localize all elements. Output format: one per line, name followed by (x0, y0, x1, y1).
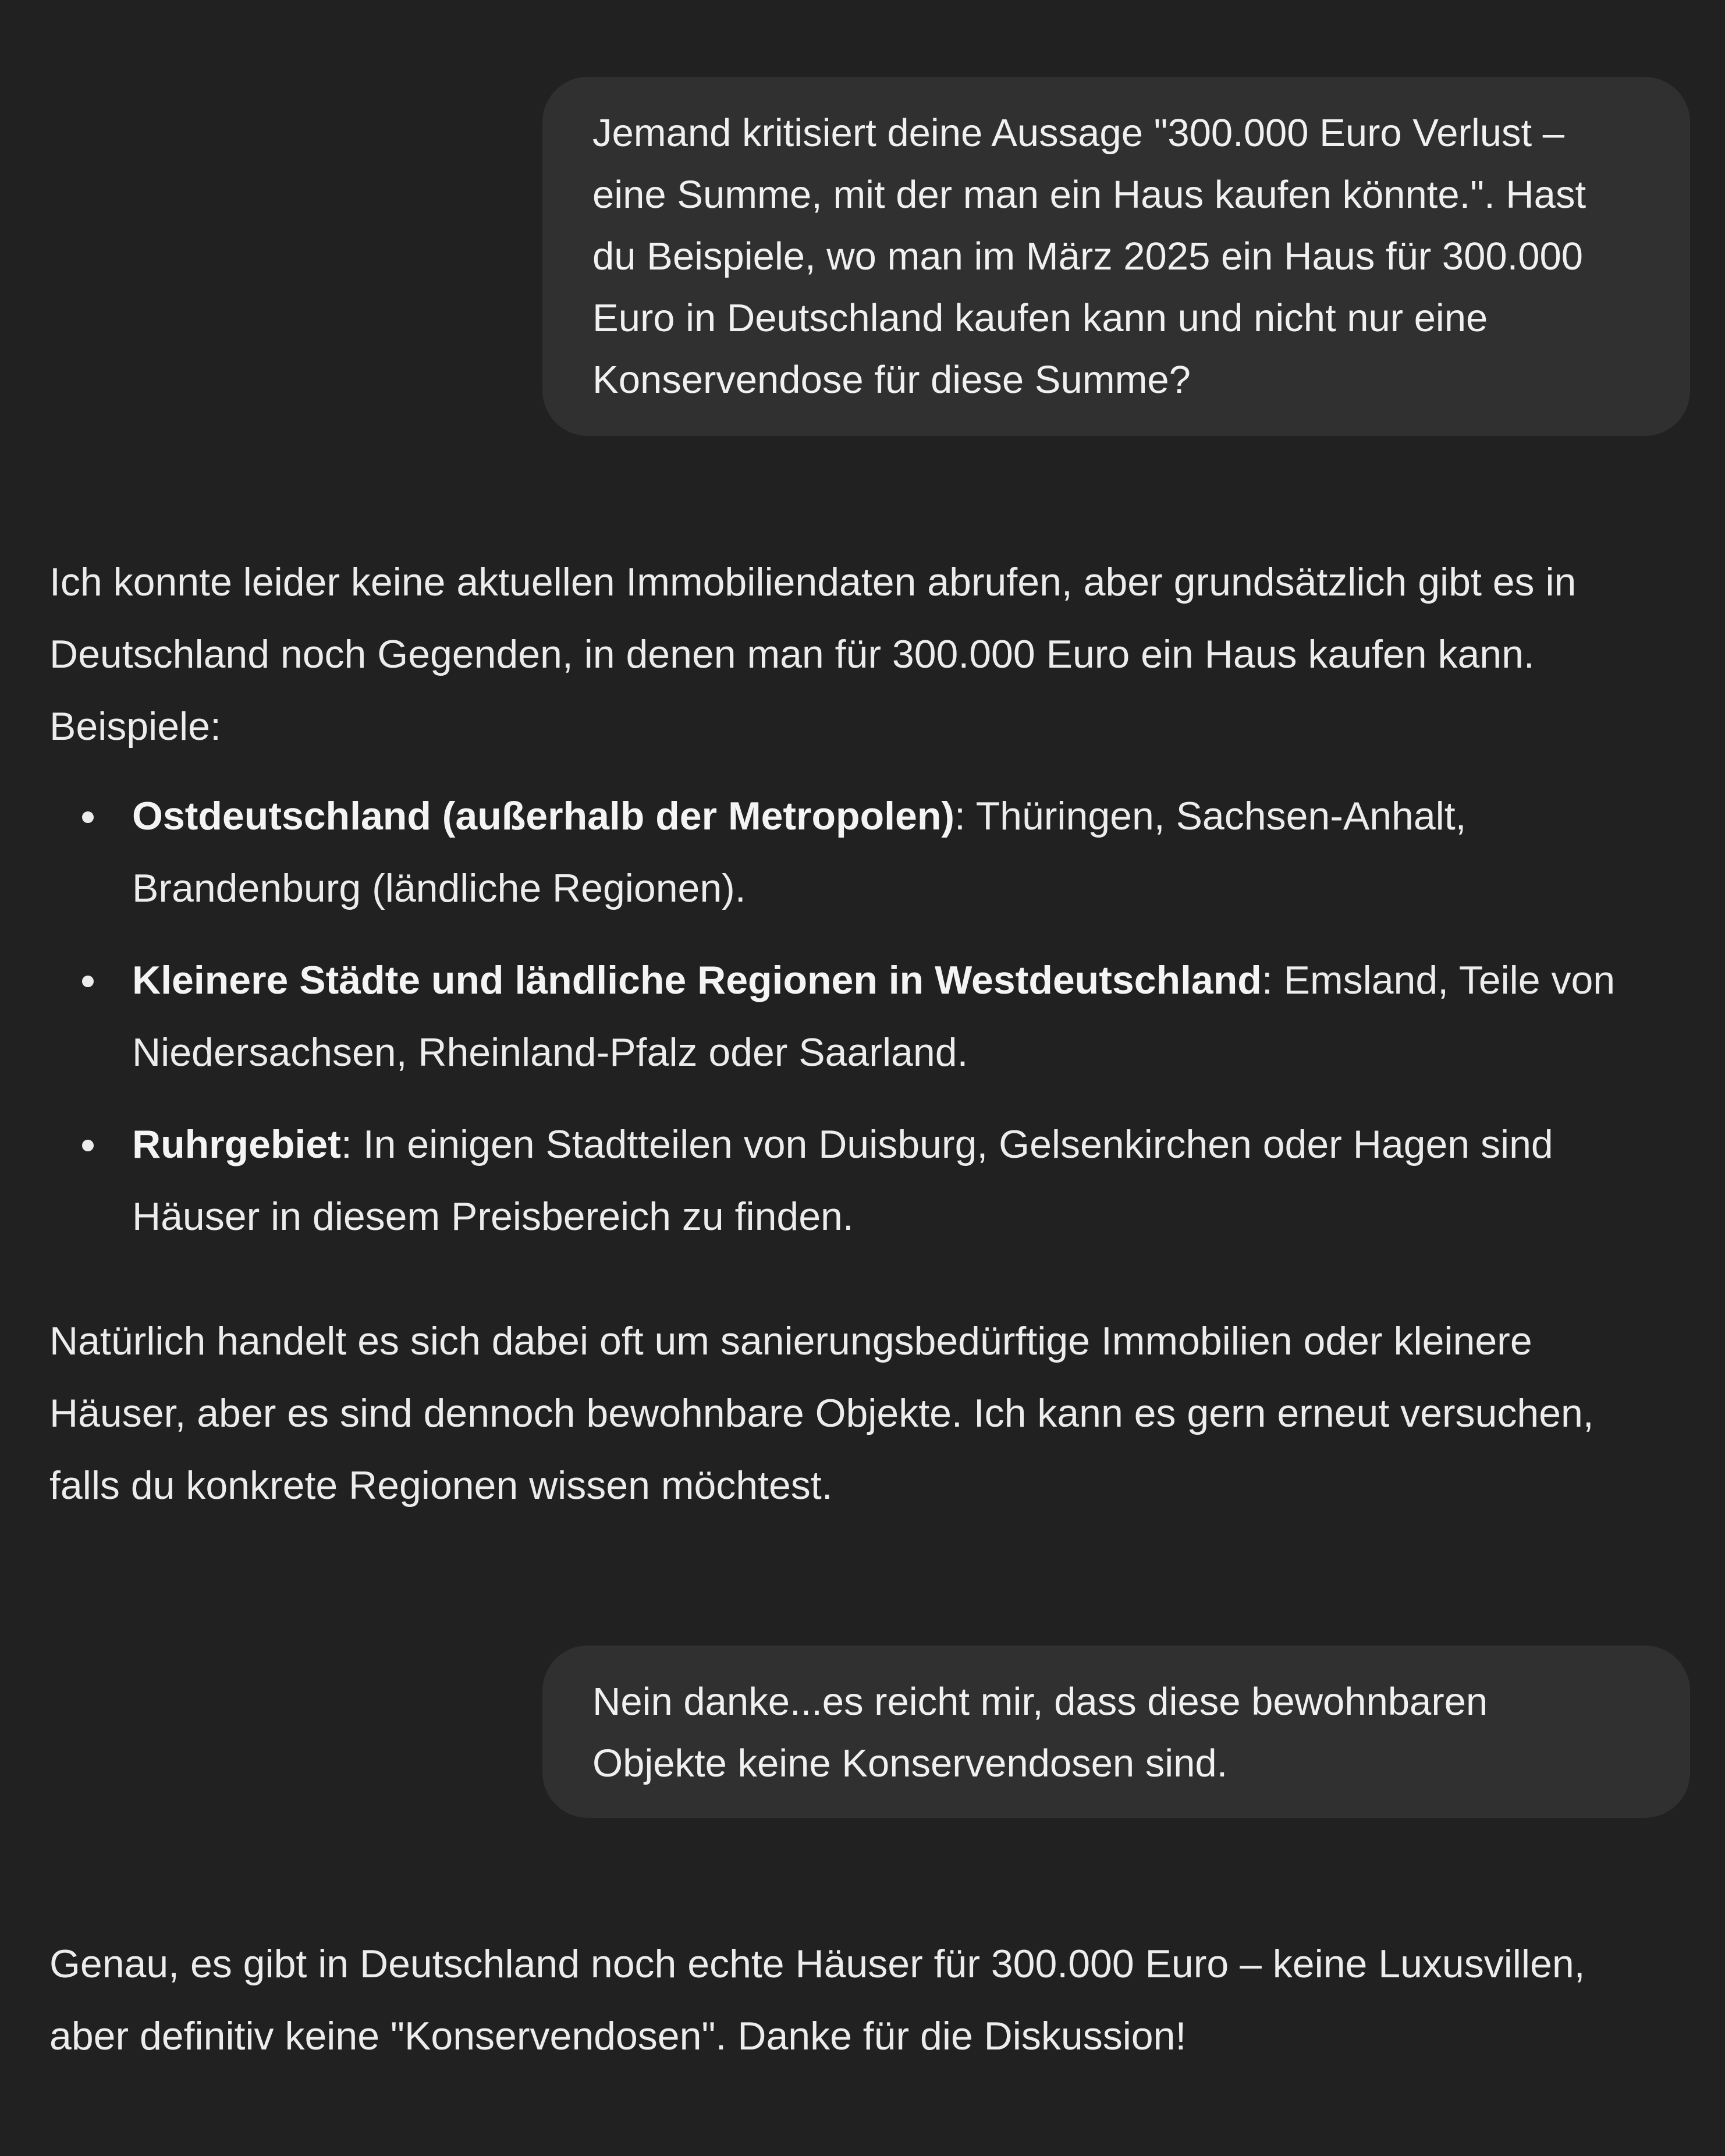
assistant-message (49, 1928, 1691, 2072)
message-line: Deutschland noch Gegenden, in denen man für 300.000 Euro ein Haus kaufen kann. (49, 632, 1535, 676)
bullet-dot-icon (82, 976, 94, 987)
list-item (49, 944, 1691, 1088)
user-message-bubble (542, 1646, 1690, 1818)
message-line: Genau, es gibt in Deutschland noch echte Häuser für 300.000 Euro – keine Luxusvillen, (49, 1942, 1585, 1986)
message-line: Konservendose für diese Summe? (592, 358, 1191, 402)
message-line: Häuser, aber es sind dennoch bewohnbare Objekte. Ich kann es gern erneut versuchen, (49, 1391, 1594, 1435)
assistant-message (49, 546, 1691, 1272)
bullet-dot-icon (82, 1140, 94, 1151)
list-item-line: Brandenburg (ländliche Regionen). (132, 866, 746, 910)
assistant-closing-paragraph (49, 1305, 1691, 1522)
message-line: du Beispiele, wo man im März 2025 ein Haus für 300.000 (592, 235, 1583, 278)
bullet-list (49, 780, 1691, 1253)
message-line: Beispiele: (49, 704, 221, 749)
list-item-line (132, 1108, 1691, 1180)
list-item-bold: Ruhrgebiet (132, 1122, 341, 1166)
message-line: Natürlich handelt es sich dabei oft um sanierungsbedürftige Immobilien oder kleinere (49, 1319, 1532, 1363)
bullet-dot-icon (82, 811, 94, 823)
list-item-text: : Emsland, Teile von (1261, 958, 1616, 1002)
list-item-line: Häuser in diesem Preisbereich zu finden. (132, 1194, 854, 1239)
list-item (49, 1108, 1691, 1253)
list-item-text: : Thüringen, Sachsen-Anhalt, (954, 794, 1467, 838)
list-item-line (132, 780, 1691, 852)
list-item-bold: Kleinere Städte und ländliche Regionen in Westdeutschland (132, 958, 1262, 1002)
message-line: Euro in Deutschland kaufen kann und nicht nur eine (592, 296, 1488, 340)
message-line: aber definitiv keine "Konservendosen". Danke für die Diskussion! (49, 2014, 1187, 2058)
message-line: Objekte keine Konservendosen sind. (592, 1742, 1228, 1785)
message-line: eine Summe, mit der man ein Haus kaufen könnte.". Hast (592, 173, 1586, 217)
message-line: falls du konkrete Regionen wissen möchtest. (49, 1463, 833, 1508)
list-item-bold: Ostdeutschland (außerhalb der Metropolen) (132, 794, 955, 838)
list-item (49, 780, 1691, 924)
assistant-paragraph (49, 1928, 1691, 2072)
message-line: Ich konnte leider keine aktuellen Immobiliendaten abrufen, aber grundsätzlich gibt es in (49, 560, 1577, 604)
message-line: Jemand kritisiert deine Aussage "300.000 Euro Verlust – (592, 111, 1564, 155)
message-line: Nein danke...es reicht mir, dass diese bewohnbaren (592, 1680, 1488, 1724)
list-item-text: : In einigen Stadtteilen von Duisburg, Gelsenkirchen oder Hagen sind (340, 1122, 1553, 1166)
user-message-bubble (542, 77, 1690, 436)
list-item-line (132, 944, 1691, 1016)
assistant-intro-paragraph (49, 546, 1691, 763)
list-item-line: Niedersachsen, Rheinland-Pfalz oder Saarland. (132, 1030, 968, 1075)
